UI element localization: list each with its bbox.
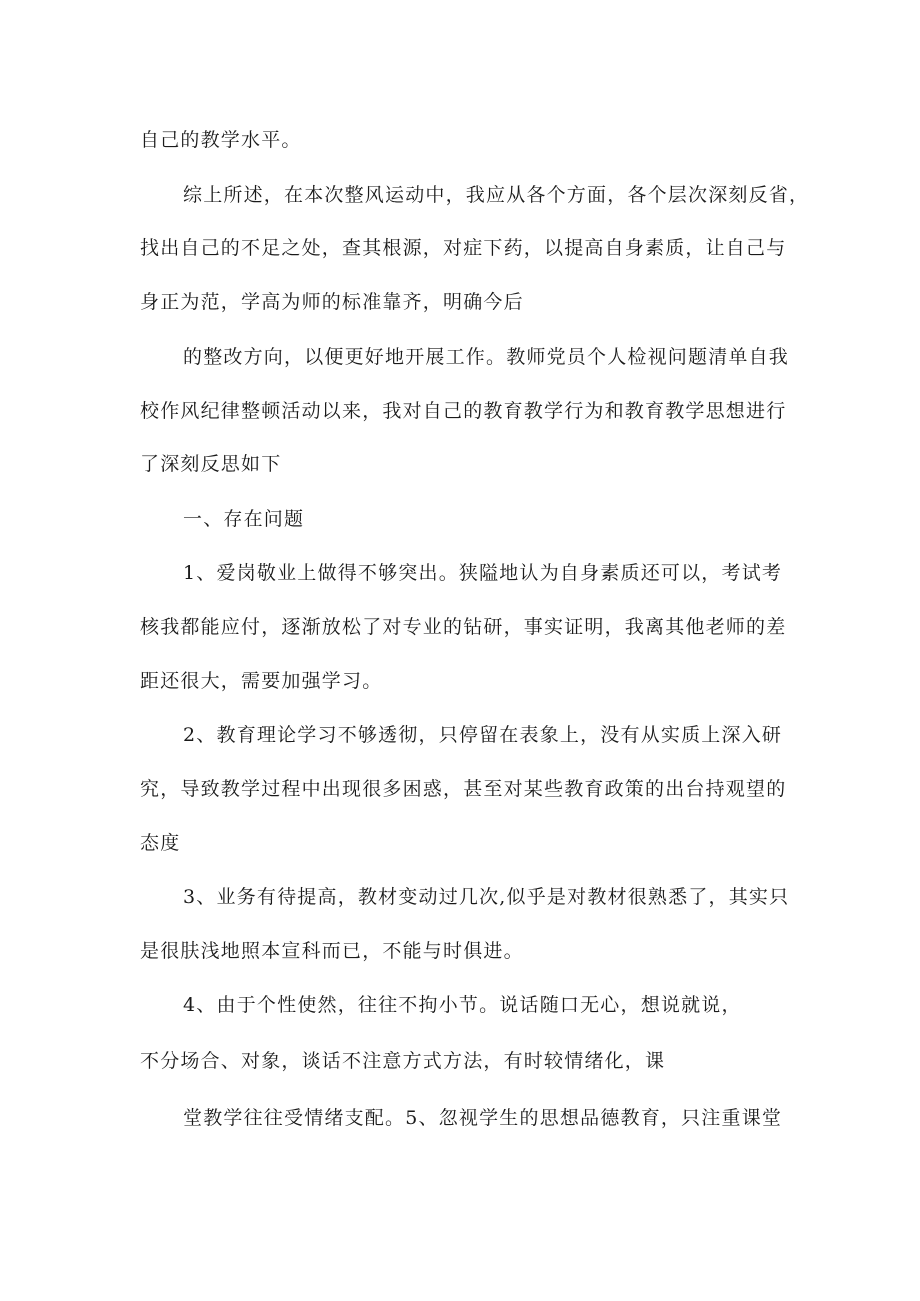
text-line: 找出自己的不足之处，查其根源，对症下药，以提高自身素质，让自己与 [140, 237, 787, 259]
text-line: 核我都能应付，逐渐放松了对专业的钻研，事实证明，我离其他老师的差 [140, 616, 787, 638]
text-line: 的整改方向，以便更好地开展工作。教师党员个人检视问题清单自我 [183, 346, 790, 368]
text-line: 是很肤浅地照本宣科而已，不能与时俱进。 [140, 940, 524, 962]
text-line: 校作风纪律整顿活动以来，我对自己的教育教学行为和教育教学思想进行 [140, 400, 787, 422]
text-line: 究，导致教学过程中出现很多困惑，甚至对某些教育政策的出台持观望的 [140, 778, 787, 800]
text-line: 距还很大，需要加强学习。 [140, 670, 383, 692]
section-heading: 一、存在问题 [183, 508, 305, 530]
text-line: 不分场合、对象，谈话不注意方式方法，有时较情绪化，课 [140, 1050, 666, 1072]
text-line: 综上所述，在本次整风运动中，我应从各个方面，各个层次深刻反省， [183, 184, 810, 206]
text-line: 2、教育理论学习不够透彻，只停留在表象上，没有从实质上深入研 [183, 724, 783, 746]
text-line: 自己的教学水平。 [140, 129, 302, 151]
text-line: 1、爱岗敬业上做得不够突出。狭隘地认为自身素质还可以，考试考 [183, 562, 783, 584]
text-line: 态度 [140, 832, 181, 854]
text-line: 身正为范，学高为师的标准靠齐，明确今后 [140, 291, 524, 313]
text-line: 了深刻反思如下 [140, 453, 282, 475]
text-line: 堂教学往往受情绪支配。5、忽视学生的思想品德教育，只注重课堂 [183, 1107, 783, 1129]
text-line: 3、业务有待提高，教材变动过几次,似乎是对教材很熟悉了，其实只 [183, 886, 790, 908]
text-line: 4、由于个性使然，往往不拘小节。说话随口无心，想说就说， [183, 994, 742, 1016]
